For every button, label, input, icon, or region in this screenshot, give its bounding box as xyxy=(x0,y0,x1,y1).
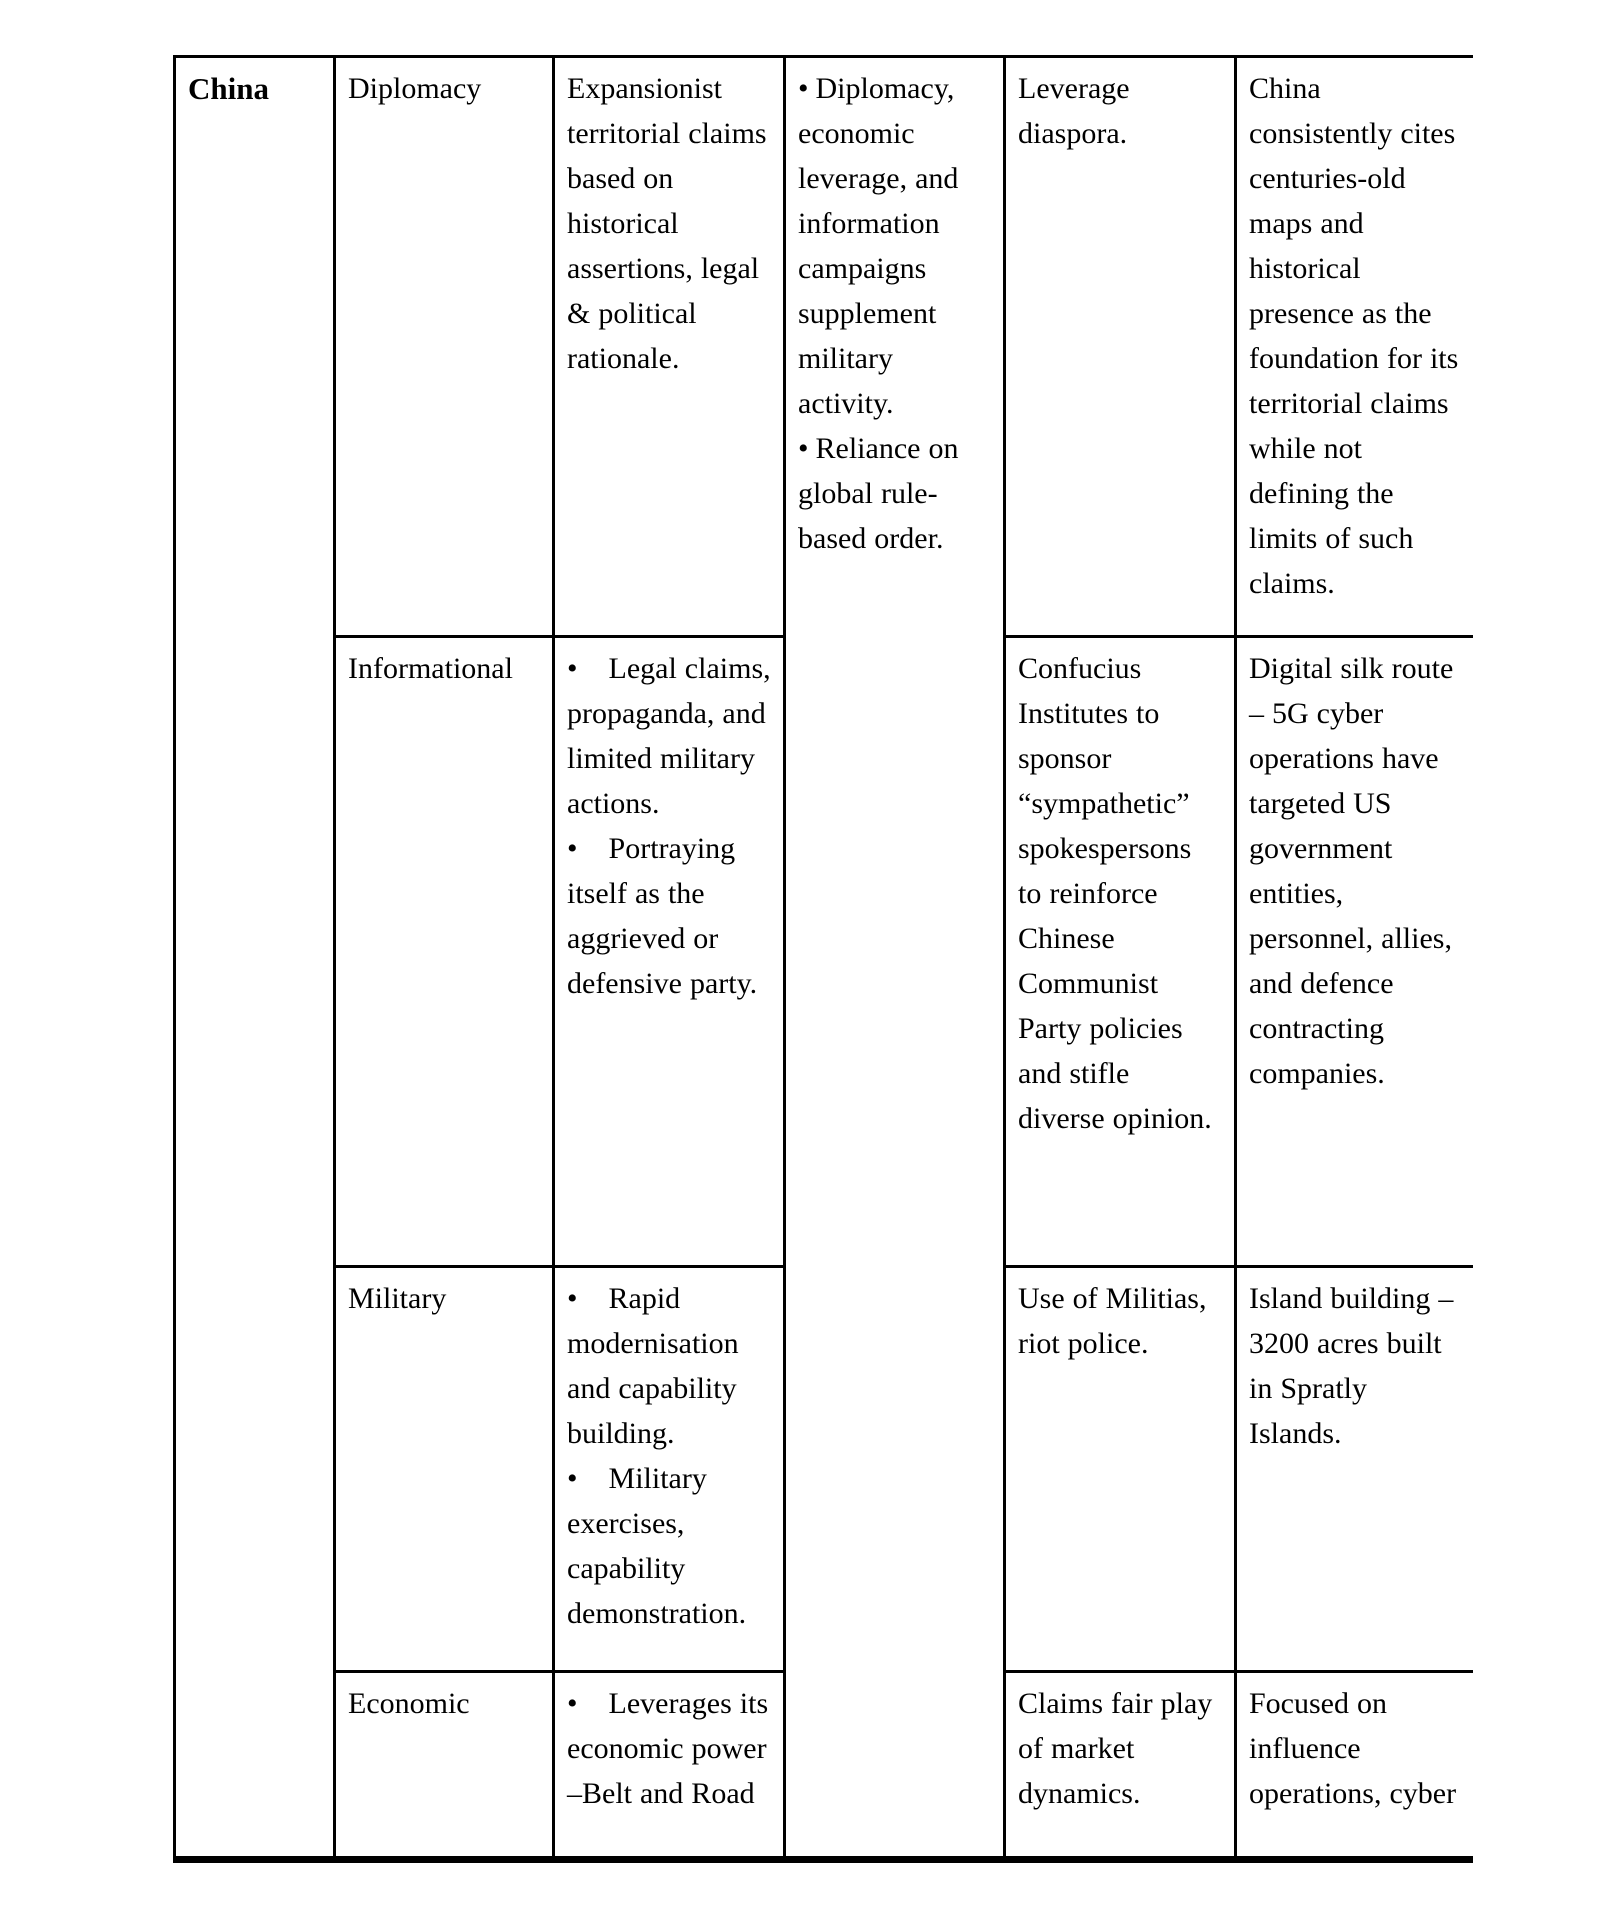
category-label: Military xyxy=(348,1282,447,1315)
cell-remarks-economic xyxy=(1236,1672,1474,1858)
cell-tactics-military xyxy=(1005,1267,1236,1672)
cell-category-informational xyxy=(335,637,554,1267)
cell-description-informational xyxy=(554,637,785,1267)
tactics-text: Confucius Institutes to sponsor “sympathetic” spokespersons to reinforce Chinese Communist Party policies and stifle diverse opinion. xyxy=(1018,652,1212,1135)
table-bottom-border xyxy=(173,1859,1473,1863)
cell-description-diplomacy xyxy=(554,57,785,637)
row-diplomacy xyxy=(175,57,1474,637)
description-bullet-item: • Portraying itself as the aggrieved or defensive party. xyxy=(567,826,771,1006)
cell-category-military xyxy=(335,1267,554,1672)
remarks-text: China consistently cites centuries-old maps and historical presence as the foundation for its territorial claims while not defining the limits of such claims. xyxy=(1249,72,1459,600)
cell-remarks-informational xyxy=(1236,637,1474,1267)
description-bullet-item: • Leverages its economic power –Belt and Road xyxy=(567,1681,771,1816)
tactics-text: Leverage diaspora. xyxy=(1018,72,1130,150)
cell-category-diplomacy xyxy=(335,57,554,637)
strategy-table xyxy=(173,55,1473,1863)
cell-shared-methods xyxy=(785,57,1005,1858)
remarks-text: Digital silk route – 5G cyber operations have targeted US government entities, personnel, allies, and defence contracting companies. xyxy=(1249,652,1454,1090)
cell-description-economic xyxy=(554,1672,785,1858)
category-label: Economic xyxy=(348,1687,470,1720)
category-label: Informational xyxy=(348,652,513,685)
cell-tactics-informational xyxy=(1005,637,1236,1267)
cell-remarks-diplomacy xyxy=(1236,57,1474,637)
cell-remarks-military xyxy=(1236,1267,1474,1672)
description-text: Expansionist territorial claims based on historical assertions, legal & political rationale. xyxy=(567,72,767,375)
cell-tactics-economic xyxy=(1005,1672,1236,1858)
tactics-text: Use of Militias, riot police. xyxy=(1018,1282,1207,1360)
category-label: Diplomacy xyxy=(348,72,482,105)
cell-description-military xyxy=(554,1267,785,1672)
remarks-text: Island building – 3200 acres built in Spratly Islands. xyxy=(1249,1282,1454,1450)
description-bullet-item: • Military exercises, capability demonstration. xyxy=(567,1456,771,1636)
country-label: China xyxy=(188,71,269,106)
china-instruments-table xyxy=(173,55,1473,1859)
shared-bullet-item: • Reliance on global rule-based order. xyxy=(798,426,991,561)
description-bullet-item: • Legal claims, propaganda, and limited military actions. xyxy=(567,646,771,826)
cell-tactics-diplomacy xyxy=(1005,57,1236,637)
remarks-text: Focused on influence operations, cyber xyxy=(1249,1687,1457,1810)
tactics-text: Claims fair play of market dynamics. xyxy=(1018,1687,1213,1810)
description-bullet-item: • Rapid modernisation and capability building. xyxy=(567,1276,771,1456)
cell-category-economic xyxy=(335,1672,554,1858)
shared-bullet-item: • Diplomacy, economic leverage, and information campaigns supplement military activity. xyxy=(798,66,991,426)
cell-country xyxy=(175,57,335,1858)
